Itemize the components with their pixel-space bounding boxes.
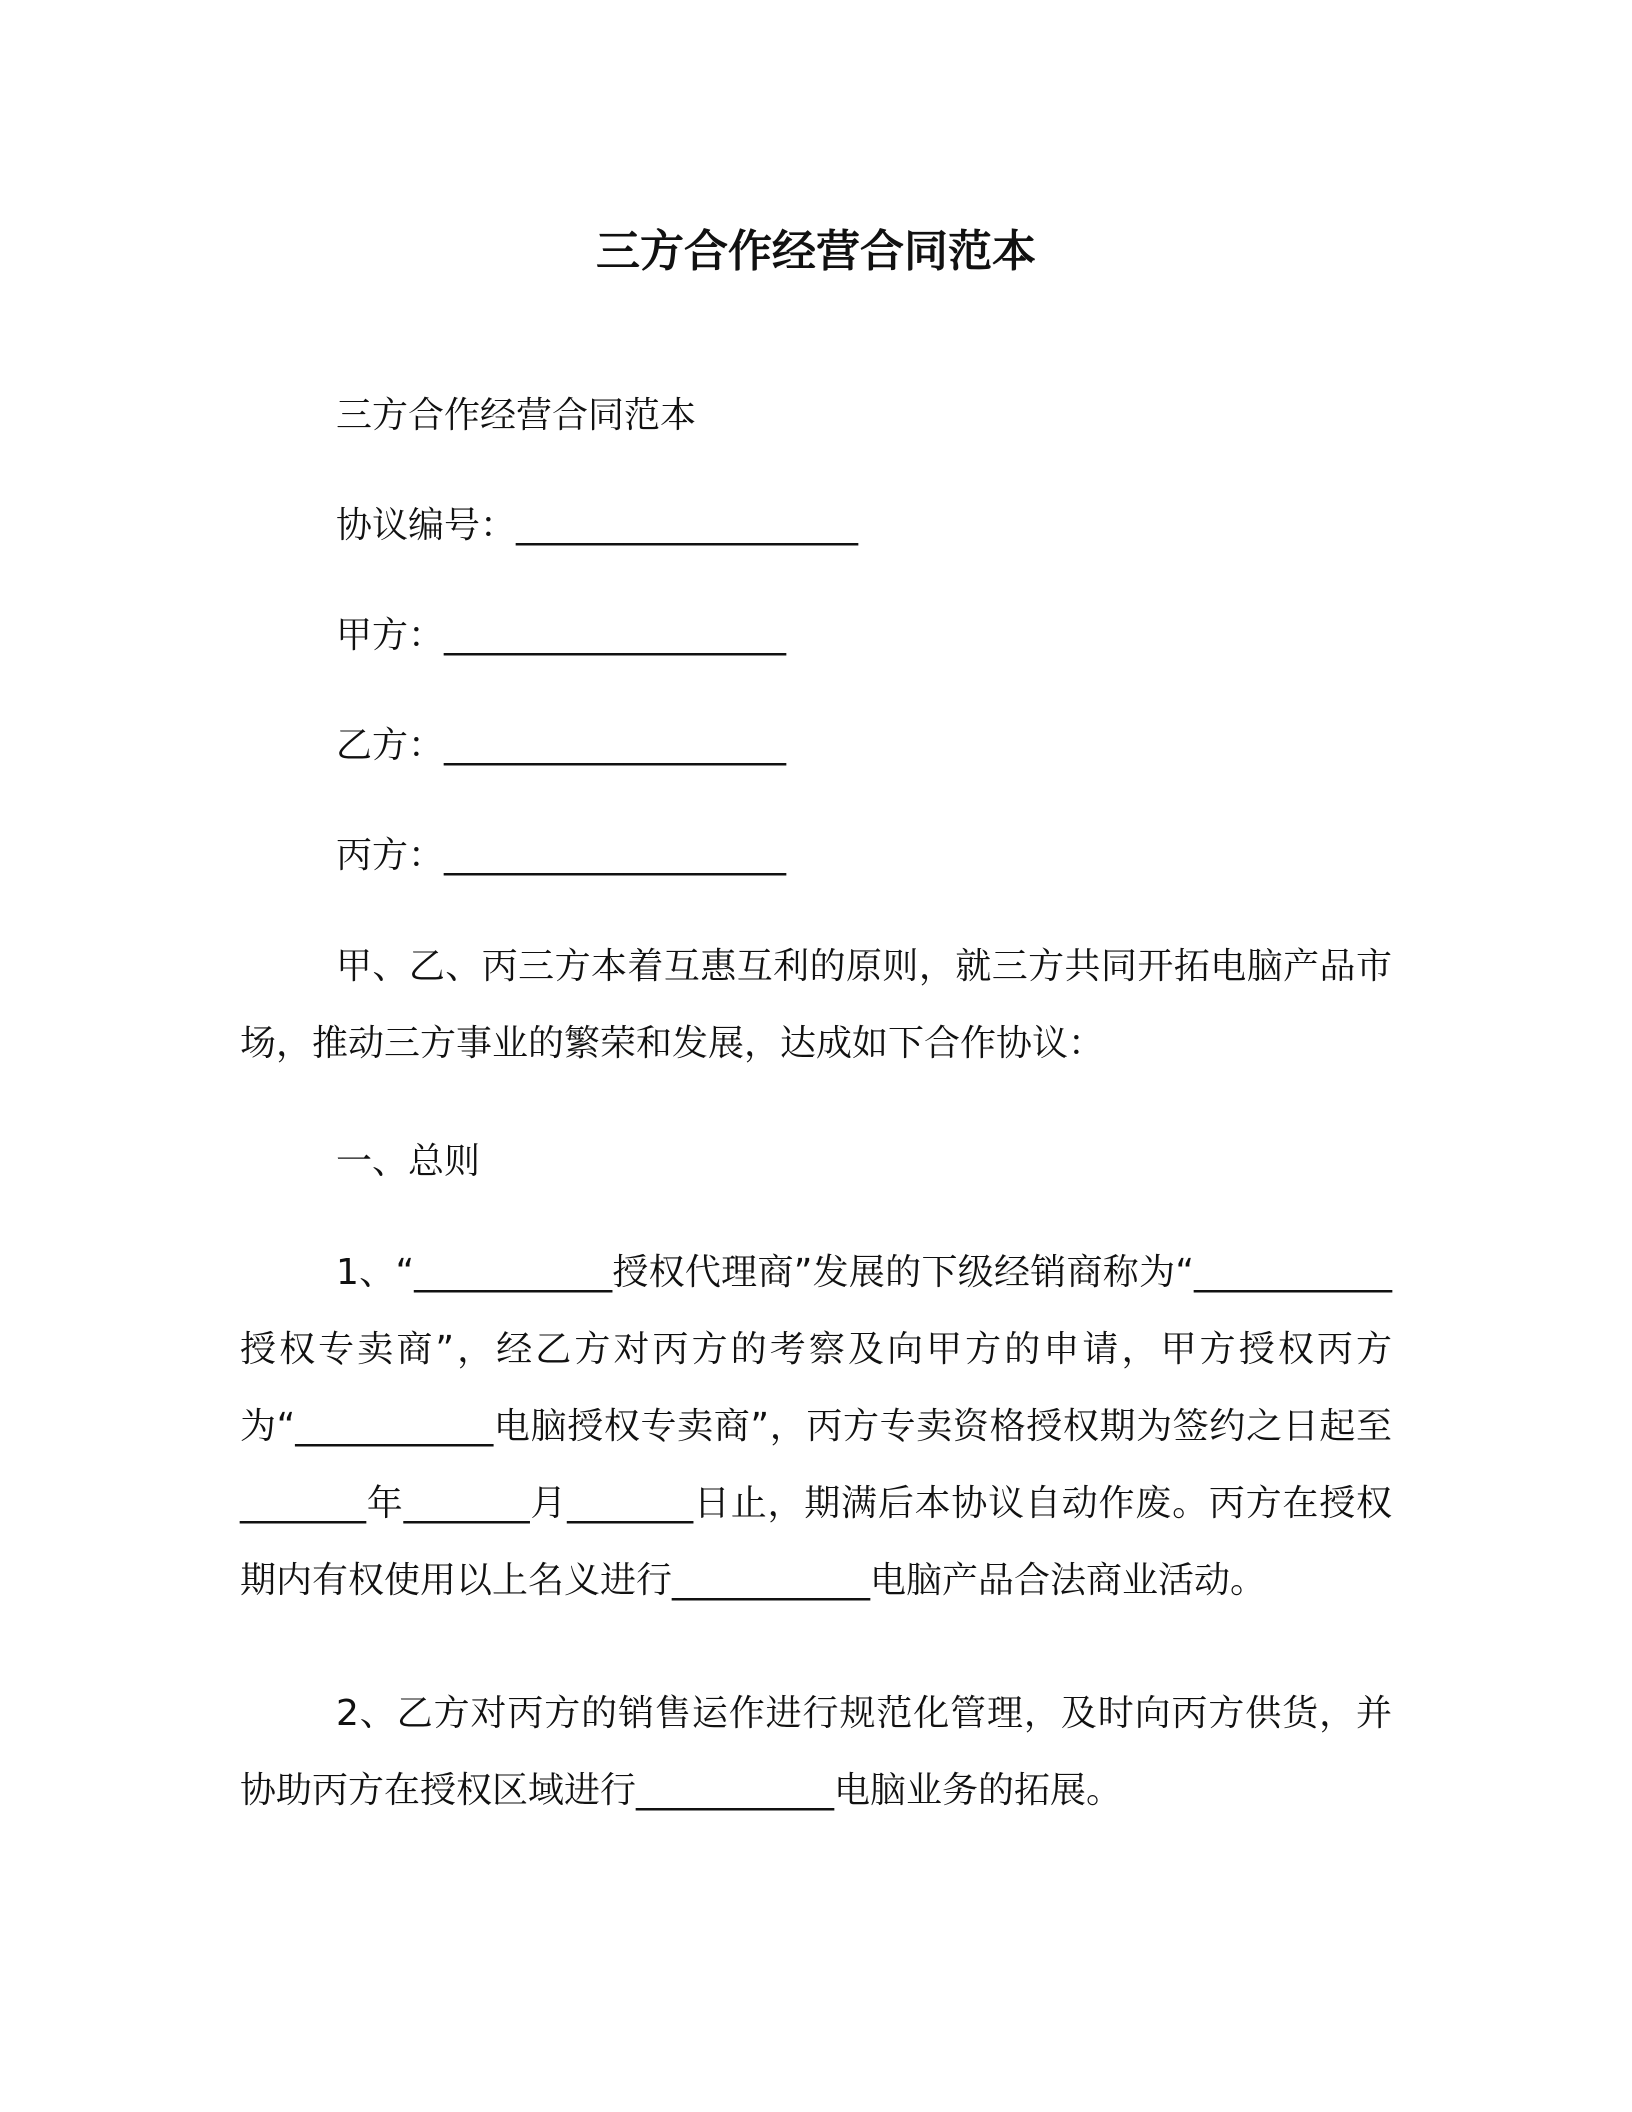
party-c-line: 丙方：___________________ bbox=[336, 835, 787, 876]
clause-1-paragraph: 1、“___________授权代理商”发展的下级经销商称为“___________授权专卖商”，经乙方对丙方的考察及向甲方的申请，甲方授权丙方为“___________电脑授权专卖商”，丙方专卖资格授权期为签约之日起至_______年_______月_______日止，期满后本协议自动作废。丙方在授权期内有权使用以上名义进行___________电脑产品合法商业活动。 bbox=[240, 1252, 1392, 1601]
section-heading-general: 一、总则 bbox=[336, 1141, 481, 1182]
clause-2-paragraph: 2、乙方对丙方的销售运作进行规范化管理，及时向丙方供货，并协助丙方在授权区域进行___________电脑业务的拓展。 bbox=[240, 1693, 1392, 1811]
document-subtitle: 三方合作经营合同范本 bbox=[336, 395, 697, 436]
party-a-line: 甲方：___________________ bbox=[336, 615, 787, 656]
document-title: 三方合作经营合同范本 bbox=[596, 226, 1036, 277]
document-body bbox=[240, 392, 1392, 1885]
agreement-number-line: 协议编号：___________________ bbox=[336, 505, 859, 546]
party-b-line: 乙方：___________________ bbox=[336, 725, 787, 766]
preamble-paragraph: 甲、乙、丙三方本着互惠互利的原则，就三方共同开拓电脑产品市场，推动三方事业的繁荣和发展，达成如下合作协议： bbox=[240, 946, 1392, 1064]
